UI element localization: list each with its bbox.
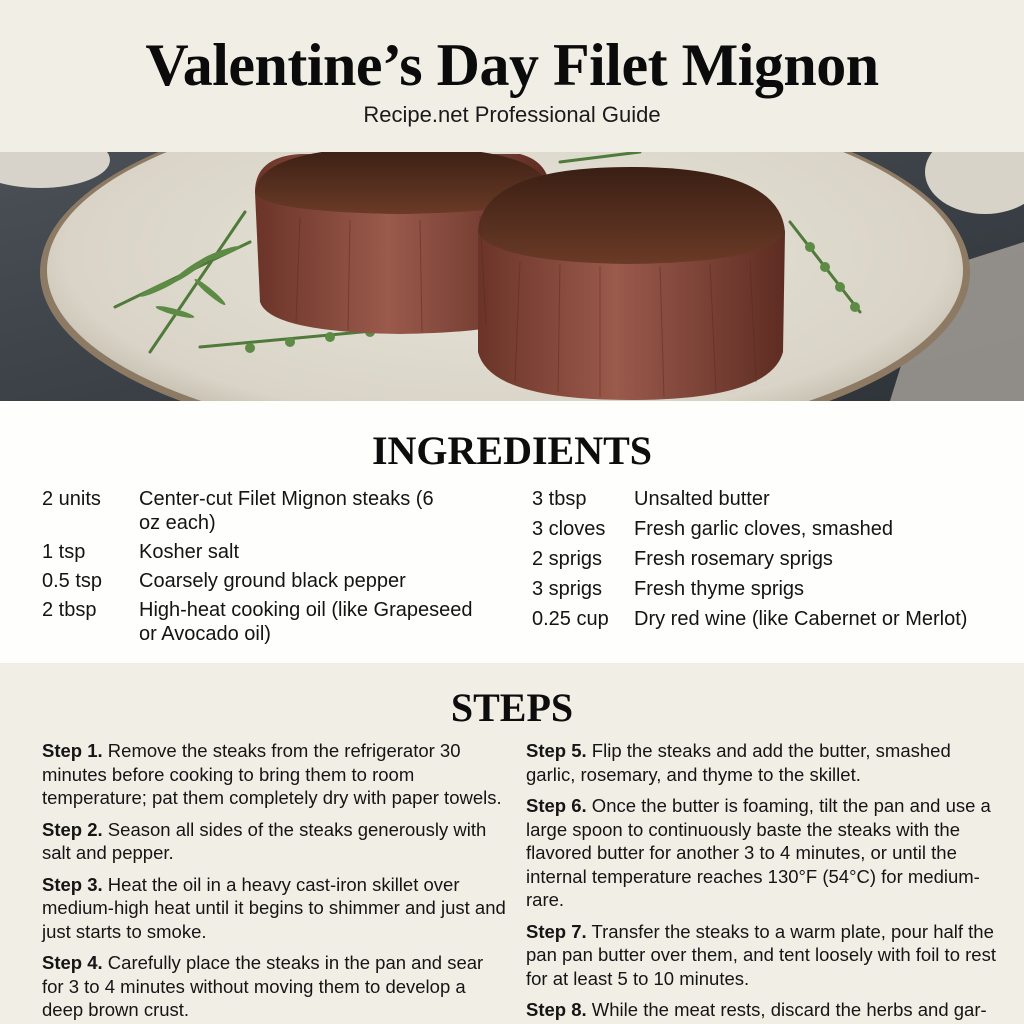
ingredient-quantity: 3 cloves (532, 518, 606, 540)
ingredients-section (0, 401, 1024, 663)
ingredient-row (532, 517, 1002, 541)
step-text: Heat the oil in a heavy cast-iron skillet over medium-high heat until it begins to shimmer and just and just starts to smoke. (42, 873, 506, 942)
step-item (526, 794, 1001, 912)
ingredient-description: Coarsely ground black pepper (139, 570, 406, 592)
ingredient-description: Dry red wine (like Cabernet or Merlot) (634, 608, 968, 630)
recipe-header (0, 0, 1024, 152)
ingredient-row (42, 487, 482, 535)
step-text: Season all sides of the steaks generously with salt and pepper. (42, 818, 487, 863)
step-label: Step 5. (526, 740, 587, 761)
step-item (42, 739, 507, 810)
ingredient-description: Center-cut Filet Mignon steaks (6 oz each) (139, 488, 434, 534)
step-label: Step 1. (42, 740, 103, 761)
ingredient-quantity: 2 tbsp (42, 599, 97, 621)
ingredient-row (532, 577, 1002, 601)
ingredient-row (532, 487, 1002, 511)
recipe-title: Valentine’s Day Filet Mignon (145, 32, 879, 98)
step-text: While the meat rests, discard the herbs and gar- (586, 999, 987, 1020)
step-text: Once the butter is foaming, tilt the pan and use a large spoon to continuously baste the steaks with the flavored butter for another 3 to 4 minutes, or until the internal temperature reaches 130°F (54°C) for medium-rare. (526, 795, 991, 910)
ingredient-quantity: 1 tsp (42, 541, 86, 563)
step-text: Remove the steaks from the refrigerator 30 minutes before cooking to bring them to room temperature; pat them completely dry with paper towels. (42, 740, 502, 808)
ingredient-description: High-heat cooking oil (like Grapeseed or Avocado oil) (139, 599, 473, 645)
step-item (526, 920, 1001, 991)
ingredient-row (532, 607, 1002, 631)
ingredient-row (42, 540, 482, 564)
ingredients-right-column (532, 487, 1002, 637)
step-text: Flip the steaks and add the butter, smashed garlic, rosemary, and thyme to the skillet. (526, 740, 951, 785)
step-label: Step 3. (42, 873, 103, 895)
ingredient-row (42, 598, 482, 646)
step-label: Step 4. (42, 952, 103, 973)
ingredients-heading: INGREDIENTS (371, 428, 653, 473)
ingredient-description: Unsalted butter (634, 488, 770, 510)
step-item (526, 998, 1001, 1022)
ingredient-quantity: 0.25 cup (532, 608, 609, 630)
ingredient-row (532, 547, 1002, 571)
step-label: Step 8. (526, 999, 587, 1020)
steps-right-column (526, 739, 1001, 1024)
step-text: Carefully place the steaks in the pan and sear for 3 to 4 minutes without moving them to develop a deep brown crust. (42, 952, 484, 1020)
ingredient-description: Fresh rosemary sprigs (634, 548, 833, 570)
step-item (42, 873, 507, 944)
recipe-subtitle: Recipe.net Professional Guide (363, 102, 661, 127)
ingredient-description: Fresh garlic cloves, smashed (634, 518, 893, 540)
ingredient-description: Fresh thyme sprigs (634, 578, 805, 600)
ingredient-quantity: 3 tbsp (532, 488, 587, 510)
hero-photo (0, 152, 1024, 401)
step-label: Step 6. (526, 795, 587, 816)
step-item (42, 951, 507, 1022)
ingredient-quantity: 3 sprigs (532, 578, 603, 600)
ingredient-row (42, 569, 482, 593)
ingredient-quantity: 2 sprigs (532, 548, 603, 570)
step-label: Step 2. (42, 818, 103, 840)
steak-plate-illustration (0, 152, 1024, 401)
step-label: Step 7. (526, 920, 587, 942)
step-text: Transfer the steaks to a warm plate, pour half the pan pan butter over them, and tent loosely with foil to rest for at least 5 to 10 minutes. (526, 920, 996, 989)
ingredient-quantity: 0.5 tsp (42, 570, 103, 592)
steps-left-column (42, 739, 507, 1024)
ingredients-left-column (42, 487, 482, 651)
step-item (526, 739, 1001, 786)
steps-section (0, 663, 1024, 1024)
steps-heading: STEPS (450, 685, 574, 730)
ingredient-quantity: 2 units (42, 488, 101, 510)
ingredient-description: Kosher salt (139, 541, 240, 563)
step-item (42, 818, 507, 865)
